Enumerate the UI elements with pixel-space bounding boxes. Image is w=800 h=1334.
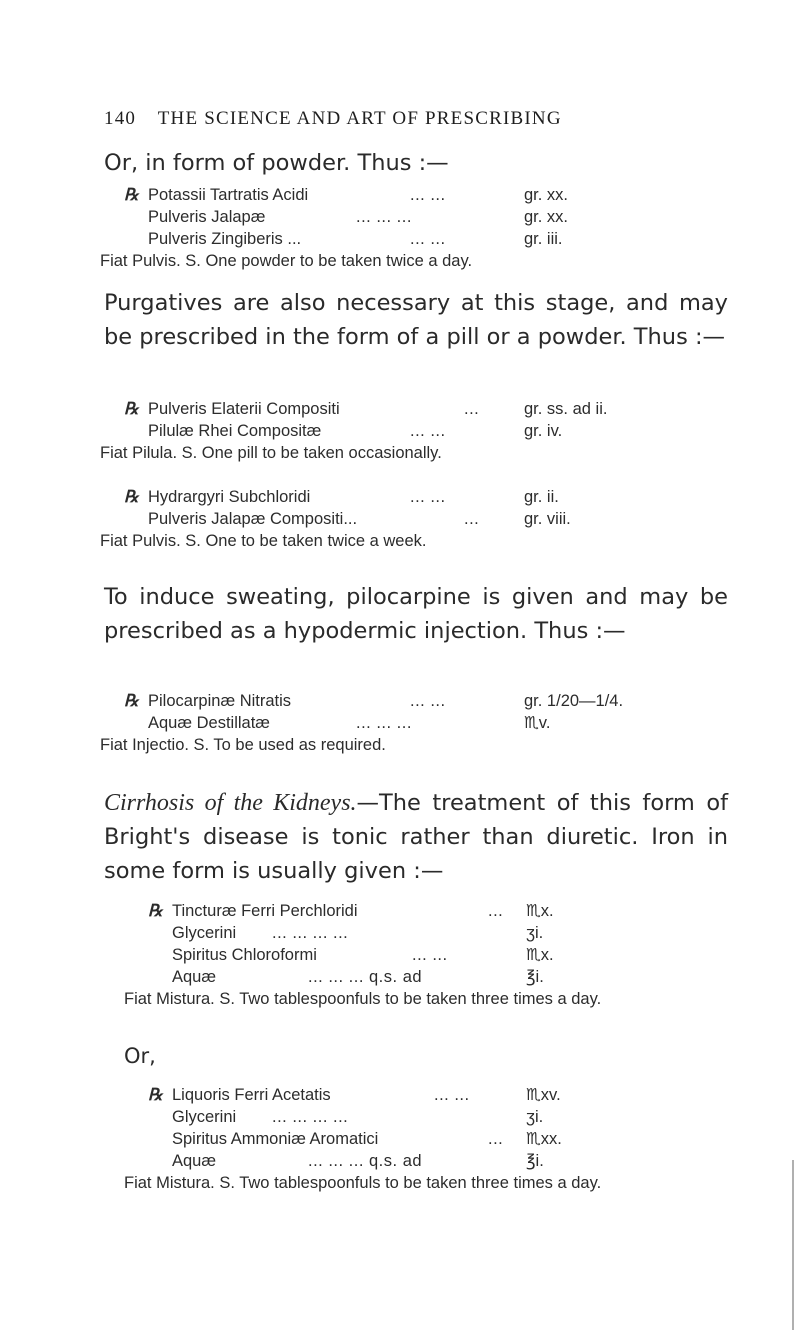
- ingredient-name: Pulveris Zingiberis ...: [148, 230, 302, 248]
- section-title: Cirrhosis of the Kidneys.: [104, 790, 357, 816]
- recipe-symbol: ℞: [124, 185, 139, 204]
- leader-dots: ... ... ...: [356, 208, 412, 226]
- prescription-2: [100, 398, 784, 464]
- prescription-directions: Fiat Pilula. S. One pill to be taken occasionally.: [100, 444, 442, 462]
- paragraph-text: To induce sweating, pilocarpine is given and may be prescribed as a hypodermic injection. Thus :—: [104, 584, 728, 644]
- ingredient-name: Hydrargyri Subchloridi: [148, 488, 311, 506]
- prescription-4: [100, 690, 784, 756]
- ingredient-quantity: ♏xv.: [526, 1086, 561, 1104]
- ingredient-quantity: ♏v.: [524, 714, 551, 732]
- ingredient-name: Glycerini: [172, 1108, 237, 1126]
- leader-dots: ... ...: [410, 488, 446, 506]
- recipe-symbol: ℞: [124, 487, 139, 506]
- ingredient-name: Liquoris Ferri Acetatis: [172, 1086, 331, 1104]
- ingredient-quantity: gr. ii.: [524, 488, 559, 506]
- leader-dots: ...: [488, 902, 504, 920]
- or-label: Or,: [124, 1044, 156, 1068]
- ingredient-name: Pulveris Jalapæ Compositi...: [148, 510, 358, 528]
- paragraph-purgatives: [104, 286, 728, 354]
- running-header: [104, 108, 724, 130]
- ingredient-name: Spiritus Chloroformi: [172, 946, 317, 964]
- intro-text: Or, in form of powder. Thus :—: [104, 150, 449, 176]
- paragraph-cirrhosis: [104, 786, 728, 888]
- ingredient-name: Pilulæ Rhei Compositæ: [148, 422, 322, 440]
- prescription-directions: Fiat Mistura. S. Two tablespoonfuls to be taken three times a day.: [124, 990, 602, 1008]
- leader-dots: ... ... ... ...: [272, 1108, 349, 1126]
- ingredient-quantity: ʒi.: [526, 1108, 544, 1126]
- paragraph-text: Purgatives are also necessary at this stage, and may be prescribed in the form of a pill or a powder. Thus :—: [104, 290, 728, 350]
- ingredient-quantity: ℥i.: [526, 1152, 544, 1170]
- recipe-symbol: ℞: [148, 1085, 163, 1104]
- leader-dots: ... ...: [410, 230, 446, 248]
- leader-dots: ... ... ...: [356, 714, 412, 732]
- prescription-5-directions: [104, 988, 724, 1010]
- running-title: THE SCIENCE AND ART OF PRESCRIBING: [157, 108, 562, 129]
- ingredient-name: Potassii Tartratis Acidi: [148, 186, 309, 204]
- ingredient-quantity: gr. iv.: [524, 422, 563, 440]
- recipe-symbol: ℞: [124, 691, 139, 710]
- ingredient-name: Aquæ Destillatæ: [148, 714, 270, 732]
- ingredient-quantity: ʒi.: [526, 924, 544, 942]
- ingredient-name: Spiritus Ammoniæ Aromatici: [172, 1130, 379, 1148]
- ingredient-quantity: ♏x.: [526, 902, 554, 920]
- ingredient-quantity: gr. viii.: [524, 510, 571, 528]
- ingredient-quantity: gr. xx.: [524, 208, 569, 226]
- paragraph-body: —The treatment of this form of Bright's disease is tonic rather than diuretic. Iron in some form is usually given :—: [104, 790, 729, 884]
- prescription-directions: Fiat Injectio. S. To be used as required.: [100, 736, 386, 754]
- leader-dots: ... ... ... q.s. ad: [308, 1152, 423, 1170]
- prescription-6-directions: [104, 1172, 724, 1194]
- page-edge-shadow: [792, 1160, 794, 1330]
- recipe-symbol: ℞: [124, 399, 139, 418]
- prescription-directions: Fiat Pulvis. S. One powder to be taken twice a day.: [100, 252, 473, 270]
- ingredient-name: Aquæ: [172, 968, 217, 986]
- page-number: 140: [104, 108, 137, 129]
- leader-dots: ...: [464, 400, 480, 418]
- ingredient-name: Aquæ: [172, 1152, 217, 1170]
- leader-dots: ... ...: [410, 692, 446, 710]
- leader-dots: ... ...: [434, 1086, 470, 1104]
- leader-dots: ... ...: [410, 422, 446, 440]
- prescription-directions: Fiat Mistura. S. Two tablespoonfuls to be taken three times a day.: [124, 1174, 602, 1192]
- prescription-directions: Fiat Pulvis. S. One to be taken twice a week.: [100, 532, 427, 550]
- prescription-3: [100, 486, 784, 552]
- leader-dots: ... ...: [412, 946, 448, 964]
- ingredient-quantity: gr. xx.: [524, 186, 569, 204]
- ingredient-name: Pulveris Jalapæ: [148, 208, 266, 226]
- ingredient-quantity: ℥i.: [526, 968, 544, 986]
- prescription-6: [148, 1084, 800, 1172]
- leader-dots: ...: [488, 1130, 504, 1148]
- prescription-1: [100, 184, 784, 272]
- ingredient-quantity: ♏xx.: [526, 1130, 562, 1148]
- recipe-symbol: ℞: [148, 901, 163, 920]
- intro-paragraph: [104, 146, 728, 180]
- ingredient-quantity: gr. 1/20—1/4.: [524, 692, 624, 710]
- paragraph-sweating: [104, 580, 728, 648]
- ingredient-name: Pulveris Elaterii Compositi: [148, 400, 340, 418]
- ingredient-quantity: gr. ss. ad ii.: [524, 400, 608, 418]
- leader-dots: ... ... ... ...: [272, 924, 349, 942]
- ingredient-quantity: gr. iii.: [524, 230, 563, 248]
- ingredient-quantity: ♏x.: [526, 946, 554, 964]
- ingredient-name: Pilocarpinæ Nitratis: [148, 692, 292, 710]
- paragraph-text: [104, 786, 728, 888]
- ingredient-name: Tincturæ Ferri Perchloridi: [172, 902, 358, 920]
- leader-dots: ... ...: [410, 186, 446, 204]
- leader-dots: ...: [464, 510, 480, 528]
- prescription-5: [148, 900, 800, 988]
- leader-dots: ... ... ... q.s. ad: [308, 968, 423, 986]
- ingredient-name: Glycerini: [172, 924, 237, 942]
